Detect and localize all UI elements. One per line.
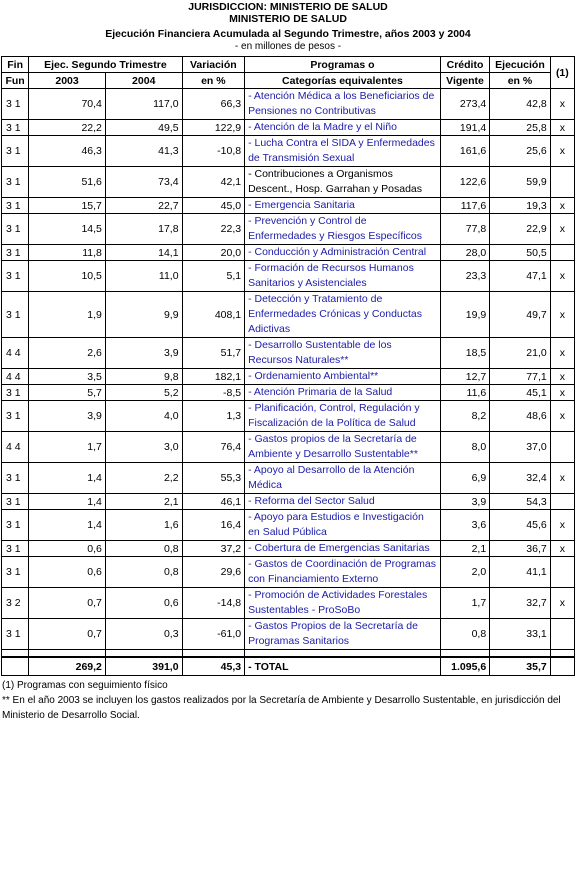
tracking-mark-cell: [550, 619, 574, 650]
variation-cell: 55,3: [182, 463, 245, 494]
credit-cell: 12,7: [440, 369, 489, 385]
execution-cell: 21,0: [490, 338, 551, 369]
tracking-mark-cell: [550, 167, 574, 198]
credit-cell: 3,9: [440, 494, 489, 510]
value-2004-cell: 11,0: [105, 261, 182, 292]
variation-cell: 20,0: [182, 245, 245, 261]
program-cell: - Reforma del Sector Salud: [245, 494, 441, 510]
credit-cell: 8,0: [440, 432, 489, 463]
value-2004-cell: 1,6: [105, 510, 182, 541]
execution-cell: 33,1: [490, 619, 551, 650]
col-fun: Fun: [2, 73, 29, 89]
execution-cell: 48,6: [490, 401, 551, 432]
total-2003: 269,2: [29, 657, 106, 676]
table-row: [2, 198, 575, 214]
value-2003-cell: 1,4: [29, 463, 106, 494]
total-row: [2, 657, 575, 676]
execution-cell: 47,1: [490, 261, 551, 292]
credit-cell: 6,9: [440, 463, 489, 494]
variation-cell: -14,8: [182, 588, 245, 619]
fin-fun-cell: 3 1: [2, 120, 29, 136]
credit-cell: 1,7: [440, 588, 489, 619]
tracking-mark-cell: [550, 494, 574, 510]
fin-fun-cell: 3 1: [2, 292, 29, 338]
fin-fun-cell: 3 1: [2, 89, 29, 120]
program-cell: - Cobertura de Emergencias Sanitarias: [245, 541, 441, 557]
tracking-mark-cell: [550, 557, 574, 588]
tracking-mark-cell: x: [550, 261, 574, 292]
fin-fun-cell: 4 4: [2, 338, 29, 369]
fin-fun-cell: 3 1: [2, 510, 29, 541]
value-2003-cell: 14,5: [29, 214, 106, 245]
value-2004-cell: 5,2: [105, 385, 182, 401]
report-header: [0, 1, 576, 53]
fin-fun-cell: 4 4: [2, 369, 29, 385]
program-cell: - Apoyo para Estudios e Investigación en Salud Pública: [245, 510, 441, 541]
fin-fun-cell: 3 1: [2, 245, 29, 261]
value-2003-cell: 2,6: [29, 338, 106, 369]
program-cell: - Promoción de Actividades Forestales Sustentables - ProSoBo: [245, 588, 441, 619]
table-row: [2, 385, 575, 401]
header-row-1: [2, 57, 575, 73]
value-2004-cell: 0,8: [105, 557, 182, 588]
value-2004-cell: 0,8: [105, 541, 182, 557]
col-prog: Programas o: [245, 57, 441, 73]
value-2004-cell: 117,0: [105, 89, 182, 120]
footnote-1: (1) Programas con seguimiento físico: [2, 680, 168, 691]
tracking-mark-cell: x: [550, 89, 574, 120]
execution-cell: 45,1: [490, 385, 551, 401]
ministry-title: MINISTERIO DE SALUD: [229, 13, 347, 25]
credit-cell: 161,6: [440, 136, 489, 167]
execution-cell: 42,8: [490, 89, 551, 120]
value-2003-cell: 1,4: [29, 510, 106, 541]
tracking-mark-cell: x: [550, 385, 574, 401]
variation-cell: 22,3: [182, 214, 245, 245]
table-row: [2, 510, 575, 541]
value-2004-cell: 73,4: [105, 167, 182, 198]
header-row-2: [2, 73, 575, 89]
credit-cell: 11,6: [440, 385, 489, 401]
tracking-mark-cell: x: [550, 369, 574, 385]
variation-cell: 16,4: [182, 510, 245, 541]
execution-cell: 36,7: [490, 541, 551, 557]
fin-fun-cell: 3 1: [2, 541, 29, 557]
program-cell: - Desarrollo Sustentable de los Recursos Naturales**: [245, 338, 441, 369]
fin-fun-cell: 3 1: [2, 494, 29, 510]
program-cell: - Planificación, Control, Regulación y Fiscalización de la Política de Salud: [245, 401, 441, 432]
value-2004-cell: 14,1: [105, 245, 182, 261]
table-row: [2, 292, 575, 338]
table-row: [2, 494, 575, 510]
value-2004-cell: 3,9: [105, 338, 182, 369]
value-2004-cell: 41,3: [105, 136, 182, 167]
variation-cell: 76,4: [182, 432, 245, 463]
value-2003-cell: 46,3: [29, 136, 106, 167]
footnotes: [0, 678, 576, 723]
tracking-mark-cell: x: [550, 510, 574, 541]
variation-cell: -61,0: [182, 619, 245, 650]
table-row: [2, 588, 575, 619]
table-row: [2, 619, 575, 650]
table-row: [2, 369, 575, 385]
spacer-row: [2, 650, 575, 658]
total-ejec: 35,7: [490, 657, 551, 676]
table-row: [2, 541, 575, 557]
program-cell: - Contribuciones a Organismos Descent., Hosp. Garrahan y Posadas: [245, 167, 441, 198]
value-2004-cell: 2,2: [105, 463, 182, 494]
col-ejec: Ejec. Segundo Trimestre: [29, 57, 182, 73]
variation-cell: 1,3: [182, 401, 245, 432]
variation-cell: 51,7: [182, 338, 245, 369]
tracking-mark-cell: x: [550, 463, 574, 494]
table-row: [2, 463, 575, 494]
value-2003-cell: 1,9: [29, 292, 106, 338]
fin-fun-cell: 3 1: [2, 136, 29, 167]
col-fin: Fin: [2, 57, 29, 73]
program-cell: - Ordenamiento Ambiental**: [245, 369, 441, 385]
table-row: [2, 167, 575, 198]
table-row: [2, 432, 575, 463]
report-subtitle: Ejecución Financiera Acumulada al Segundo Trimestre, años 2003 y 2004: [105, 28, 471, 40]
execution-cell: 32,4: [490, 463, 551, 494]
program-cell: - Conducción y Administración Central: [245, 245, 441, 261]
table-row: [2, 136, 575, 167]
fin-fun-cell: 3 1: [2, 619, 29, 650]
value-2003-cell: 22,2: [29, 120, 106, 136]
col-cred: Crédito: [440, 57, 489, 73]
col-2003: 2003: [29, 73, 106, 89]
value-2003-cell: 5,7: [29, 385, 106, 401]
value-2004-cell: 22,7: [105, 198, 182, 214]
col-ejecp: Ejecución: [490, 57, 551, 73]
total-var: 45,3: [182, 657, 245, 676]
table-row: [2, 557, 575, 588]
table-body: [2, 89, 575, 650]
tracking-mark-cell: x: [550, 214, 574, 245]
variation-cell: 66,3: [182, 89, 245, 120]
value-2004-cell: 0,6: [105, 588, 182, 619]
credit-cell: 2,0: [440, 557, 489, 588]
value-2003-cell: 70,4: [29, 89, 106, 120]
credit-cell: 23,3: [440, 261, 489, 292]
col-var-unit: en %: [182, 73, 245, 89]
variation-cell: 45,0: [182, 198, 245, 214]
table-row: [2, 89, 575, 120]
value-2003-cell: 51,6: [29, 167, 106, 198]
value-2003-cell: 0,7: [29, 619, 106, 650]
units-caption: - en millones de pesos -: [234, 41, 342, 52]
value-2004-cell: 3,0: [105, 432, 182, 463]
table-row: [2, 214, 575, 245]
table-row: [2, 338, 575, 369]
tracking-mark-cell: x: [550, 292, 574, 338]
fin-fun-cell: 4 4: [2, 432, 29, 463]
tracking-mark-cell: x: [550, 136, 574, 167]
variation-cell: 46,1: [182, 494, 245, 510]
fin-fun-cell: 3 1: [2, 214, 29, 245]
variation-cell: 5,1: [182, 261, 245, 292]
fin-fun-cell: 3 1: [2, 385, 29, 401]
value-2004-cell: 9,8: [105, 369, 182, 385]
program-cell: - Atención Médica a los Beneficiarios de Pensiones no Contributivas: [245, 89, 441, 120]
value-2004-cell: 17,8: [105, 214, 182, 245]
tracking-mark-cell: [550, 432, 574, 463]
fin-fun-cell: 3 1: [2, 463, 29, 494]
jurisdiction-title: JURISDICCION: MINISTERIO DE SALUD: [188, 1, 388, 13]
variation-cell: 182,1: [182, 369, 245, 385]
fin-fun-cell: 3 1: [2, 261, 29, 292]
value-2003-cell: 0,6: [29, 557, 106, 588]
value-2003-cell: 11,8: [29, 245, 106, 261]
col-note: (1): [550, 57, 574, 89]
execution-table: [1, 56, 575, 676]
execution-cell: 19,3: [490, 198, 551, 214]
value-2003-cell: 3,5: [29, 369, 106, 385]
tracking-mark-cell: [550, 245, 574, 261]
execution-cell: 77,1: [490, 369, 551, 385]
tracking-mark-cell: x: [550, 198, 574, 214]
program-cell: - Gastos propios de la Secretaría de Ambiente y Desarrollo Sustentable**: [245, 432, 441, 463]
value-2003-cell: 1,4: [29, 494, 106, 510]
program-cell: - Gastos de Coordinación de Programas con Financiamiento Externo: [245, 557, 441, 588]
credit-cell: 0,8: [440, 619, 489, 650]
variation-cell: -8,5: [182, 385, 245, 401]
value-2004-cell: 2,1: [105, 494, 182, 510]
credit-cell: 77,8: [440, 214, 489, 245]
credit-cell: 8,2: [440, 401, 489, 432]
total-2004: 391,0: [105, 657, 182, 676]
variation-cell: 122,9: [182, 120, 245, 136]
value-2004-cell: 0,3: [105, 619, 182, 650]
program-cell: - Lucha Contra el SIDA y Enfermedades de Transmisión Sexual: [245, 136, 441, 167]
value-2003-cell: 3,9: [29, 401, 106, 432]
variation-cell: 42,1: [182, 167, 245, 198]
fin-fun-cell: 3 1: [2, 167, 29, 198]
tracking-mark-cell: x: [550, 120, 574, 136]
value-2003-cell: 10,5: [29, 261, 106, 292]
variation-cell: -10,8: [182, 136, 245, 167]
col-2004: 2004: [105, 73, 182, 89]
col-cred-sub: Vigente: [440, 73, 489, 89]
table-row: [2, 261, 575, 292]
value-2003-cell: 0,6: [29, 541, 106, 557]
value-2004-cell: 4,0: [105, 401, 182, 432]
fin-fun-cell: 3 1: [2, 557, 29, 588]
program-cell: - Atención de la Madre y el Niño: [245, 120, 441, 136]
total-cred: 1.095,6: [440, 657, 489, 676]
value-2003-cell: 0,7: [29, 588, 106, 619]
credit-cell: 122,6: [440, 167, 489, 198]
execution-cell: 54,3: [490, 494, 551, 510]
credit-cell: 19,9: [440, 292, 489, 338]
table-row: [2, 401, 575, 432]
credit-cell: 191,4: [440, 120, 489, 136]
variation-cell: 29,6: [182, 557, 245, 588]
program-cell: - Prevención y Control de Enfermedades y Riesgos Específicos: [245, 214, 441, 245]
program-cell: - Gastos Propios de la Secretaría de Programas Sanitarios: [245, 619, 441, 650]
footnote-2: ** En el año 2003 se incluyen los gastos realizados por la Secretaría de Ambiente y Desarrollo Sustentable, en jurisdicción del Ministerio de Desarrollo Social.: [2, 695, 561, 721]
credit-cell: 3,6: [440, 510, 489, 541]
tracking-mark-cell: x: [550, 401, 574, 432]
execution-cell: 59,9: [490, 167, 551, 198]
program-cell: - Detección y Tratamiento de Enfermedades Crónicas y Conductas Adictivas: [245, 292, 441, 338]
fin-fun-cell: 3 1: [2, 198, 29, 214]
credit-cell: 28,0: [440, 245, 489, 261]
credit-cell: 117,6: [440, 198, 489, 214]
program-cell: - Apoyo al Desarrollo de la Atención Médica: [245, 463, 441, 494]
value-2004-cell: 49,5: [105, 120, 182, 136]
program-cell: - Formación de Recursos Humanos Sanitarios y Asistenciales: [245, 261, 441, 292]
execution-cell: 45,6: [490, 510, 551, 541]
table-row: [2, 120, 575, 136]
credit-cell: 18,5: [440, 338, 489, 369]
col-prog-sub: Categorías equivalentes: [245, 73, 441, 89]
credit-cell: 273,4: [440, 89, 489, 120]
tracking-mark-cell: x: [550, 588, 574, 619]
execution-cell: 50,5: [490, 245, 551, 261]
tracking-mark-cell: x: [550, 338, 574, 369]
total-label: - TOTAL: [245, 657, 441, 676]
value-2003-cell: 15,7: [29, 198, 106, 214]
variation-cell: 408,1: [182, 292, 245, 338]
fin-fun-cell: 3 1: [2, 401, 29, 432]
fin-fun-cell: 3 2: [2, 588, 29, 619]
value-2004-cell: 9,9: [105, 292, 182, 338]
tracking-mark-cell: x: [550, 541, 574, 557]
execution-cell: 37,0: [490, 432, 551, 463]
execution-cell: 49,7: [490, 292, 551, 338]
execution-cell: 25,8: [490, 120, 551, 136]
col-var: Variación: [182, 57, 245, 73]
execution-cell: 32,7: [490, 588, 551, 619]
execution-cell: 25,6: [490, 136, 551, 167]
credit-cell: 2,1: [440, 541, 489, 557]
execution-cell: 41,1: [490, 557, 551, 588]
col-ejecp-unit: en %: [490, 73, 551, 89]
program-cell: - Emergencia Sanitaria: [245, 198, 441, 214]
value-2003-cell: 1,7: [29, 432, 106, 463]
execution-cell: 22,9: [490, 214, 551, 245]
program-cell: - Atención Primaria de la Salud: [245, 385, 441, 401]
variation-cell: 37,2: [182, 541, 245, 557]
table-row: [2, 245, 575, 261]
